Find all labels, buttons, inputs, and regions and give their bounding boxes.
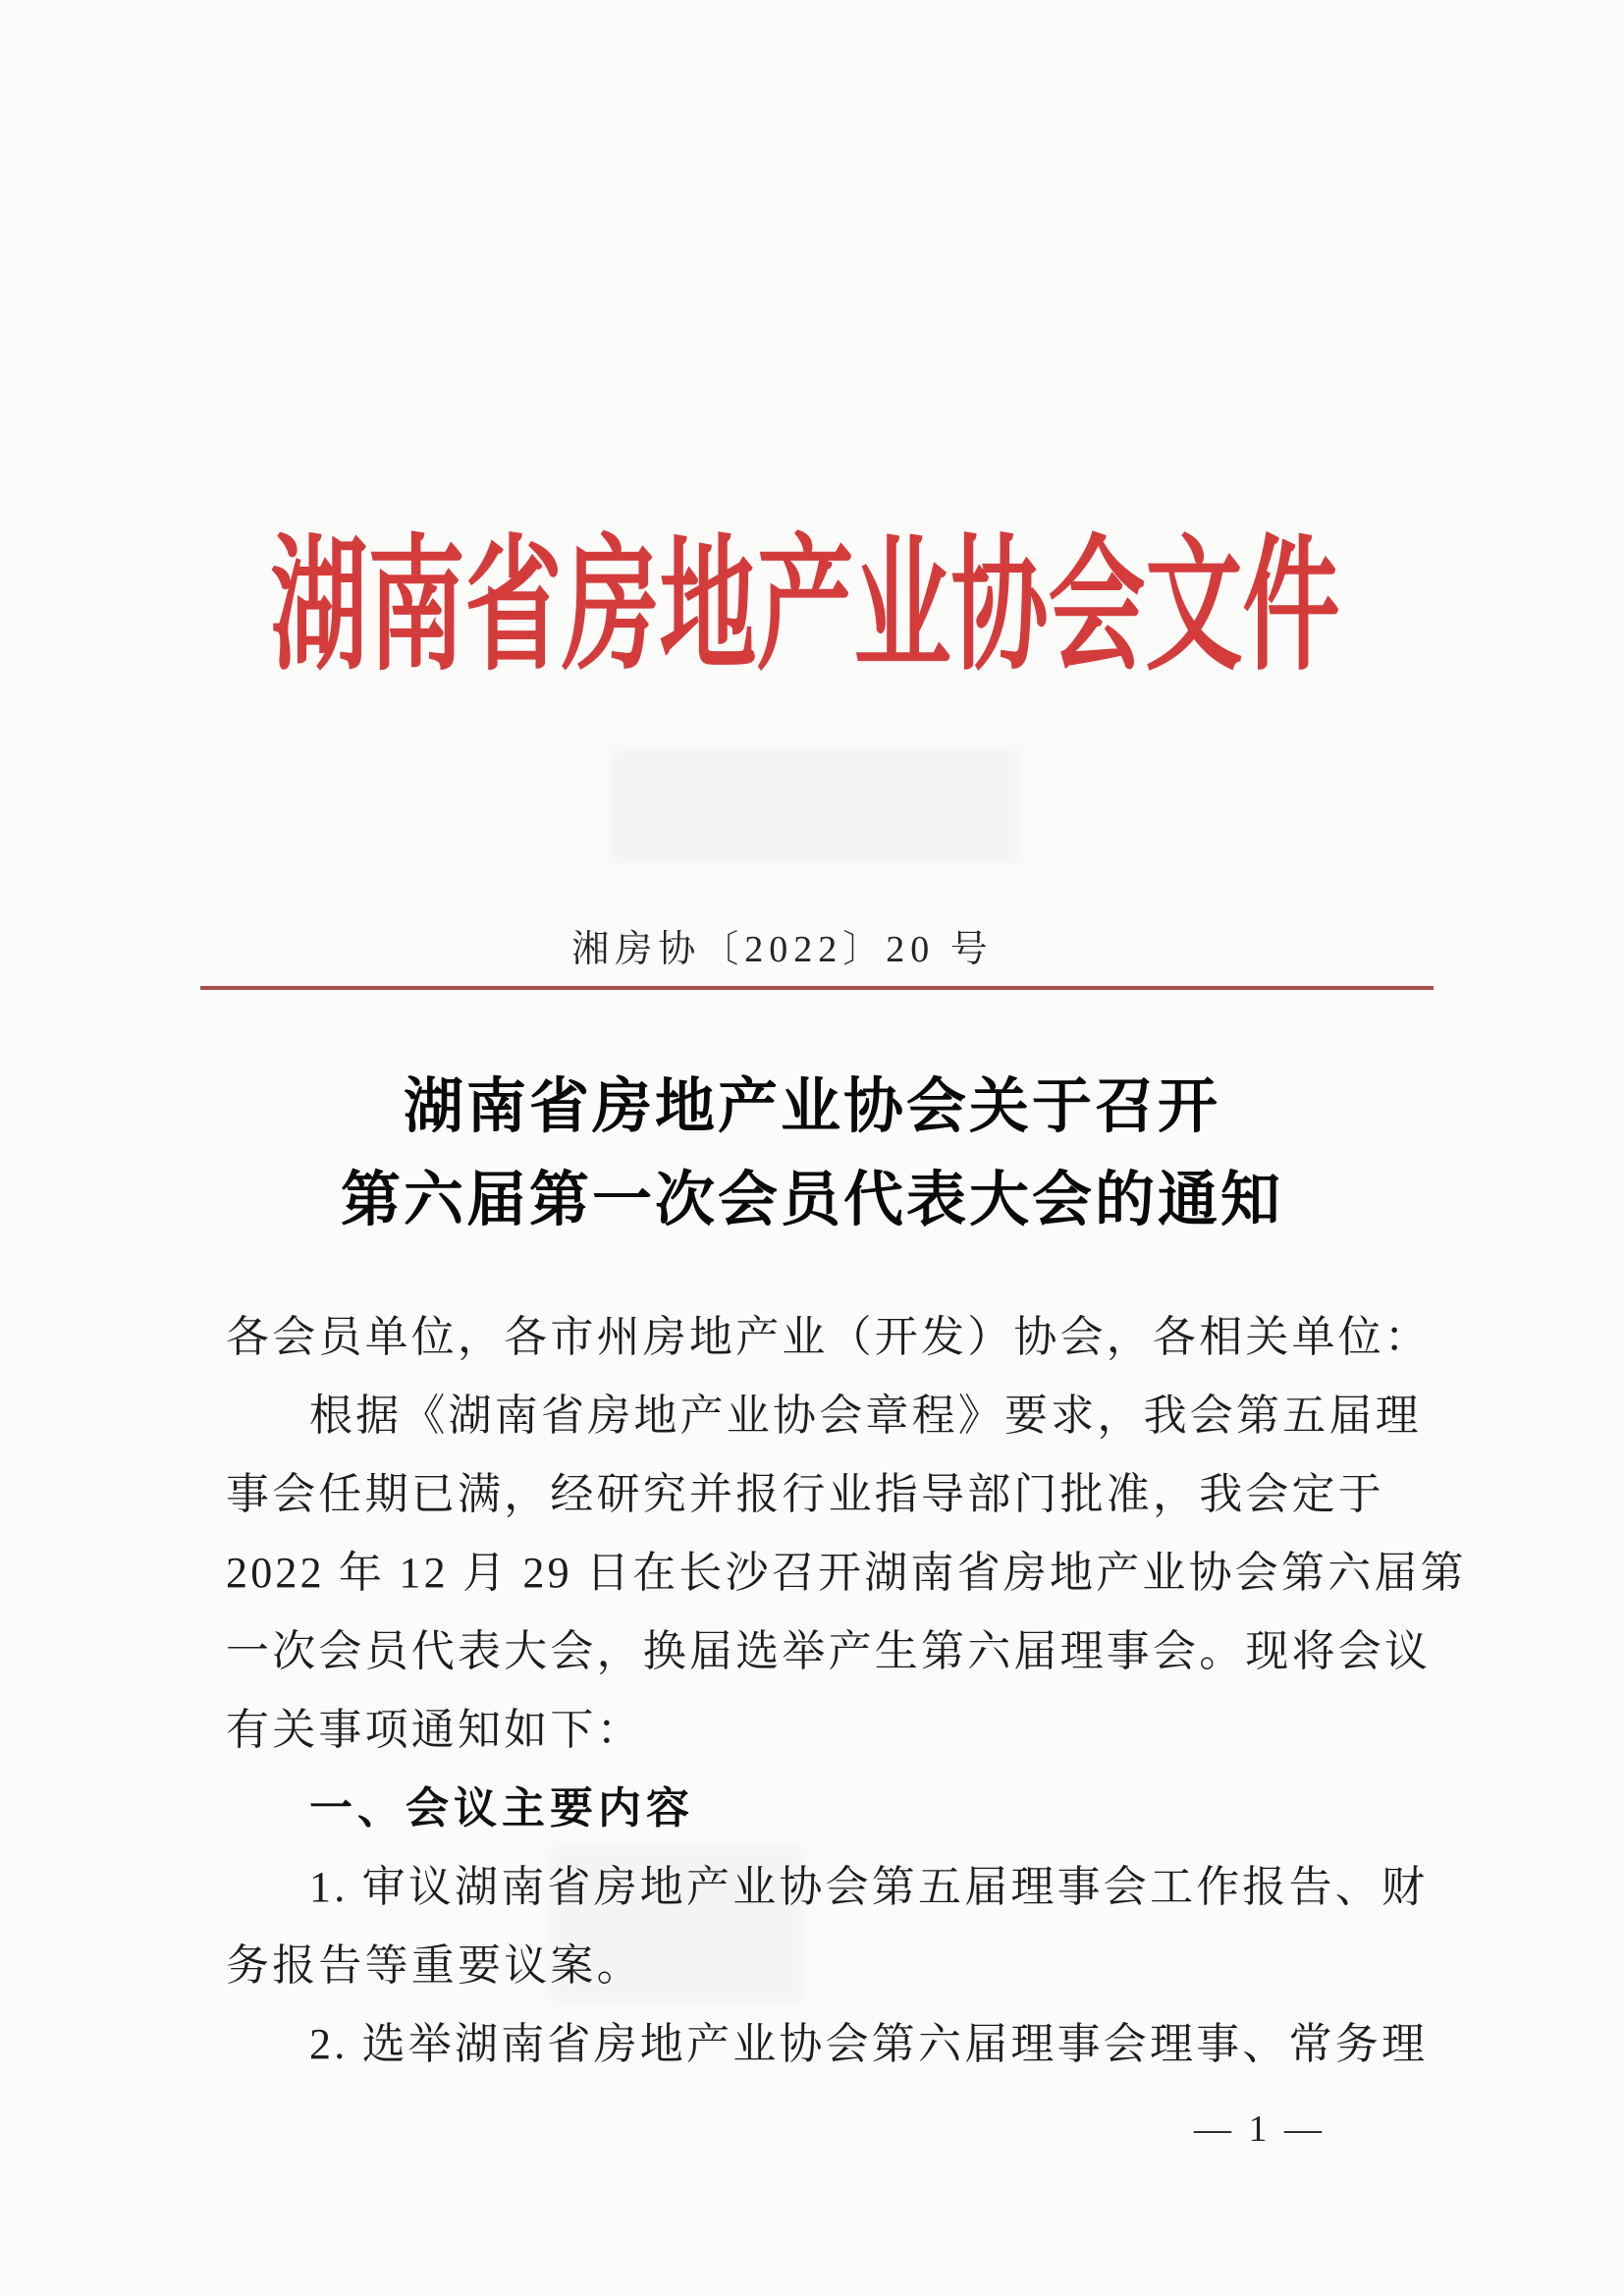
letterhead-title: 湖南省房地产业协会文件 xyxy=(270,527,1340,688)
document-title-line1: 湖南省房地产业协会关于召开 xyxy=(403,1074,1220,1140)
letterhead-banner xyxy=(0,527,1610,699)
document-body xyxy=(226,1298,1467,2084)
body-line-item-1: 1. 审议湖南省房地产业协会第五届理事会工作报告、财 xyxy=(309,1863,1429,1911)
body-line: 2022 年 12 月 29 日在长沙召开湖南省房地产业协会第六届第 xyxy=(226,1549,1467,1597)
document-title xyxy=(0,1061,1624,1247)
body-line: 一次会员代表大会，换届选举产生第六届理事会。现将会议 xyxy=(226,1627,1432,1675)
page-number: — 1 — xyxy=(1194,2108,1326,2150)
body-line: 有关事项通知如下： xyxy=(226,1706,643,1754)
salutation-line: 各会员单位，各市州房地产业（开发）协会，各相关单位： xyxy=(226,1313,1432,1361)
body-line: 事会任期已满，经研究并报行业指导部门批准，我会定于 xyxy=(226,1470,1384,1518)
scan-smudge xyxy=(609,746,1021,864)
body-line-item-2: 2. 选举湖南省房地产业协会第六届理事会理事、常务理 xyxy=(309,2020,1429,2068)
body-line: 务报告等重要议案。 xyxy=(226,1941,643,1990)
document-reference-number: 湘房协〔2022〕20 号 xyxy=(571,929,994,970)
document-title-line2: 第六届第一次会员代表大会的通知 xyxy=(340,1168,1283,1233)
section-heading-meeting-content: 一、会议主要内容 xyxy=(309,1784,694,1832)
red-divider-line xyxy=(200,986,1434,990)
body-line: 根据《湖南省房地产业协会章程》要求，我会第五届理 xyxy=(309,1392,1422,1440)
